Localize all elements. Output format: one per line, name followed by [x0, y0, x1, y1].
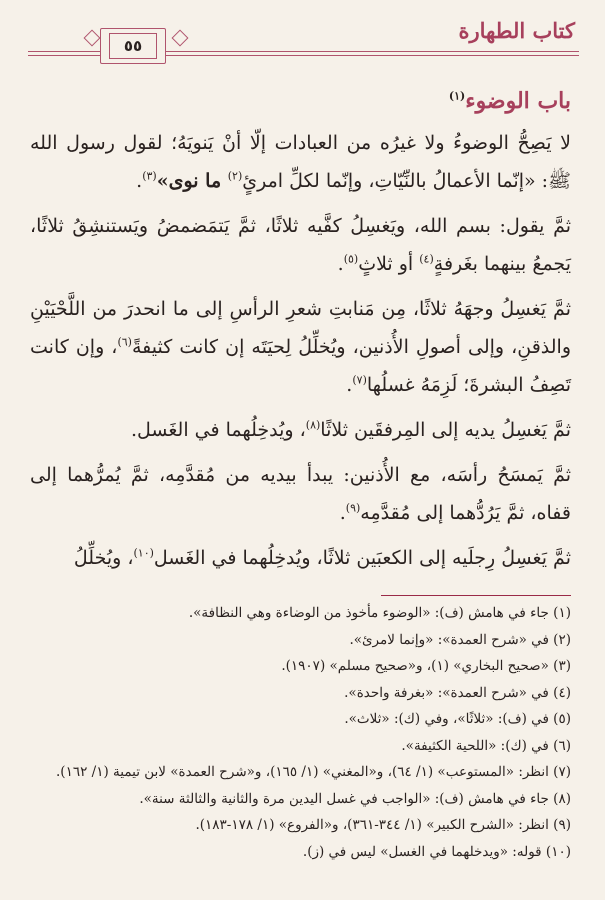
- page-number: ٥٥: [109, 33, 157, 59]
- footnote-ref: (٨): [305, 418, 321, 432]
- chapter-title: باب الوضوء: [465, 88, 571, 114]
- paragraph: [30, 207, 571, 283]
- footnote: (١٠) قوله: «ويدخلهما في الغسل» ليس في (ز).: [302, 843, 571, 860]
- footnote-ref: (٤): [419, 252, 434, 266]
- footnote-ref: (٥): [343, 252, 359, 266]
- paragraph-text: ثمَّ يَغسِلُ وجهَهُ ثلاثًا، مِن مَنابتِ شعرِ الرأسِ إلى ما انحدرَ من اللَّحْيَيْنِ والذقنِ، وإلى أصولِ الأُذنين، ويُخلِّلُ لِحيَتَه إن كانت كثيفةً: [30, 298, 572, 358]
- footnote: (٢) في «شرح العمدة»: «وإنما لامرئ».: [349, 631, 571, 648]
- paragraph-text: لا يَصِحُّ الوضوءُ ولا غيرُه من العبادات إلّا أنْ يَنويَهُ؛ لقول رسول الله ﷺ: «إنّما الأعمالُ بالنِّيّاتِ، وإنّما لكلِّ امرئٍ: [30, 132, 571, 192]
- footnote: (٥) في (ف): «ثلاثًا»، وفي (ك): «ثلاث».: [344, 711, 571, 727]
- diamond-ornament-icon: [172, 30, 189, 47]
- footnote: (٤) في «شرح العمدة»: «بغرفة واحدة».: [344, 684, 571, 701]
- footnote: (٨) جاء في هامش (ف): «الواجب في غسل اليدين مرة والثانية والثالثة سنة».: [139, 790, 571, 807]
- page-number-frame: [100, 28, 166, 64]
- paragraph-text: ثمَّ يقول: بسم الله، ويَغسِلُ كفَّيه ثلاثًا، ثمَّ يَتمَضمضُ ويَستنشِقُ ثلاثًا، يَجمعُ بينهما بغَرفةٍ: [30, 215, 571, 275]
- paragraph-text: ، ويُخلِّلُ: [73, 547, 134, 569]
- diamond-ornament-icon: [84, 30, 101, 47]
- footnote-ref: (١٠): [133, 546, 154, 560]
- paragraph-text: .: [136, 170, 143, 192]
- footnote: (٣) «صحيح البخاري» (١)، و«صحيح مسلم» (١٩٠٧).: [281, 658, 571, 674]
- footnote-ref: (٩): [345, 501, 361, 515]
- paragraph-text: ثمَّ يَمسَحُ رأسَه، مع الأُذنين: يبدأ بيديه من مُقدَّمِه، ثمَّ يُمرُّهما إلى قفاه، ثمَّ يَرُدُّهما إلى مُقدَّمِه: [30, 464, 571, 524]
- main-text: [30, 124, 571, 584]
- paragraph: [30, 290, 571, 404]
- paragraph-text: ثمَّ يَغسِلُ يديه إلى المِرفقَين ثلاثًا: [320, 419, 571, 441]
- book-title: كتاب الطهارة: [458, 18, 575, 43]
- page-header: [28, 18, 579, 68]
- footnote: (٦) في (ك): «اللحية الكثيفة».: [401, 737, 571, 754]
- footnote: (١) جاء في هامش (ف): «الوضوء مأخوذ من الوضاءة وهي النظافة».: [188, 605, 571, 621]
- footnote-divider: [381, 595, 571, 596]
- footnote-ref: (٣): [142, 169, 157, 183]
- paragraph-text: .: [339, 502, 346, 524]
- paragraph-text: أو ثلاثٍ: [358, 253, 420, 275]
- paragraph-text: .: [346, 374, 353, 396]
- footnote-ref: (١): [448, 89, 466, 103]
- paragraph: [30, 539, 571, 577]
- footnote-ref: (٢): [227, 169, 243, 183]
- paragraph: [30, 124, 571, 200]
- footnote: (٩) انظر: «الشرح الكبير» (١/ ٣٤٤-٣٦١)، و«الفروع» (١/ ١٧٨-١٨٣).: [195, 817, 571, 833]
- footnote-ref: (٦): [117, 335, 132, 349]
- footnote: (٧) انظر: «المستوعب» (١/ ٦٤)، و«المغني» (١/ ١٦٥)، و«شرح العمدة» لابن تيمية (١/ ١٦٢).: [56, 764, 571, 780]
- paragraph-text: ، ويُدخِلُهما في الغَسل.: [130, 419, 306, 441]
- footnote-ref: (٧): [352, 373, 367, 387]
- paragraph: [30, 456, 571, 532]
- paragraph-text: .: [337, 253, 344, 275]
- paragraph: [30, 411, 571, 449]
- footnotes: [30, 600, 571, 865]
- paragraph-text: ثمَّ يَغسِلُ رِجلَيه إلى الكعبَين ثلاثًا، ويُدخِلُهما في الغَسل: [153, 547, 571, 569]
- chapter-heading: [449, 88, 571, 114]
- paragraph-text: ما نوى»: [156, 170, 228, 192]
- paragraph-text: ، وإن كانت تَصِفُ البشرةَ؛ لَزِمَهُ غسلُها: [30, 336, 571, 396]
